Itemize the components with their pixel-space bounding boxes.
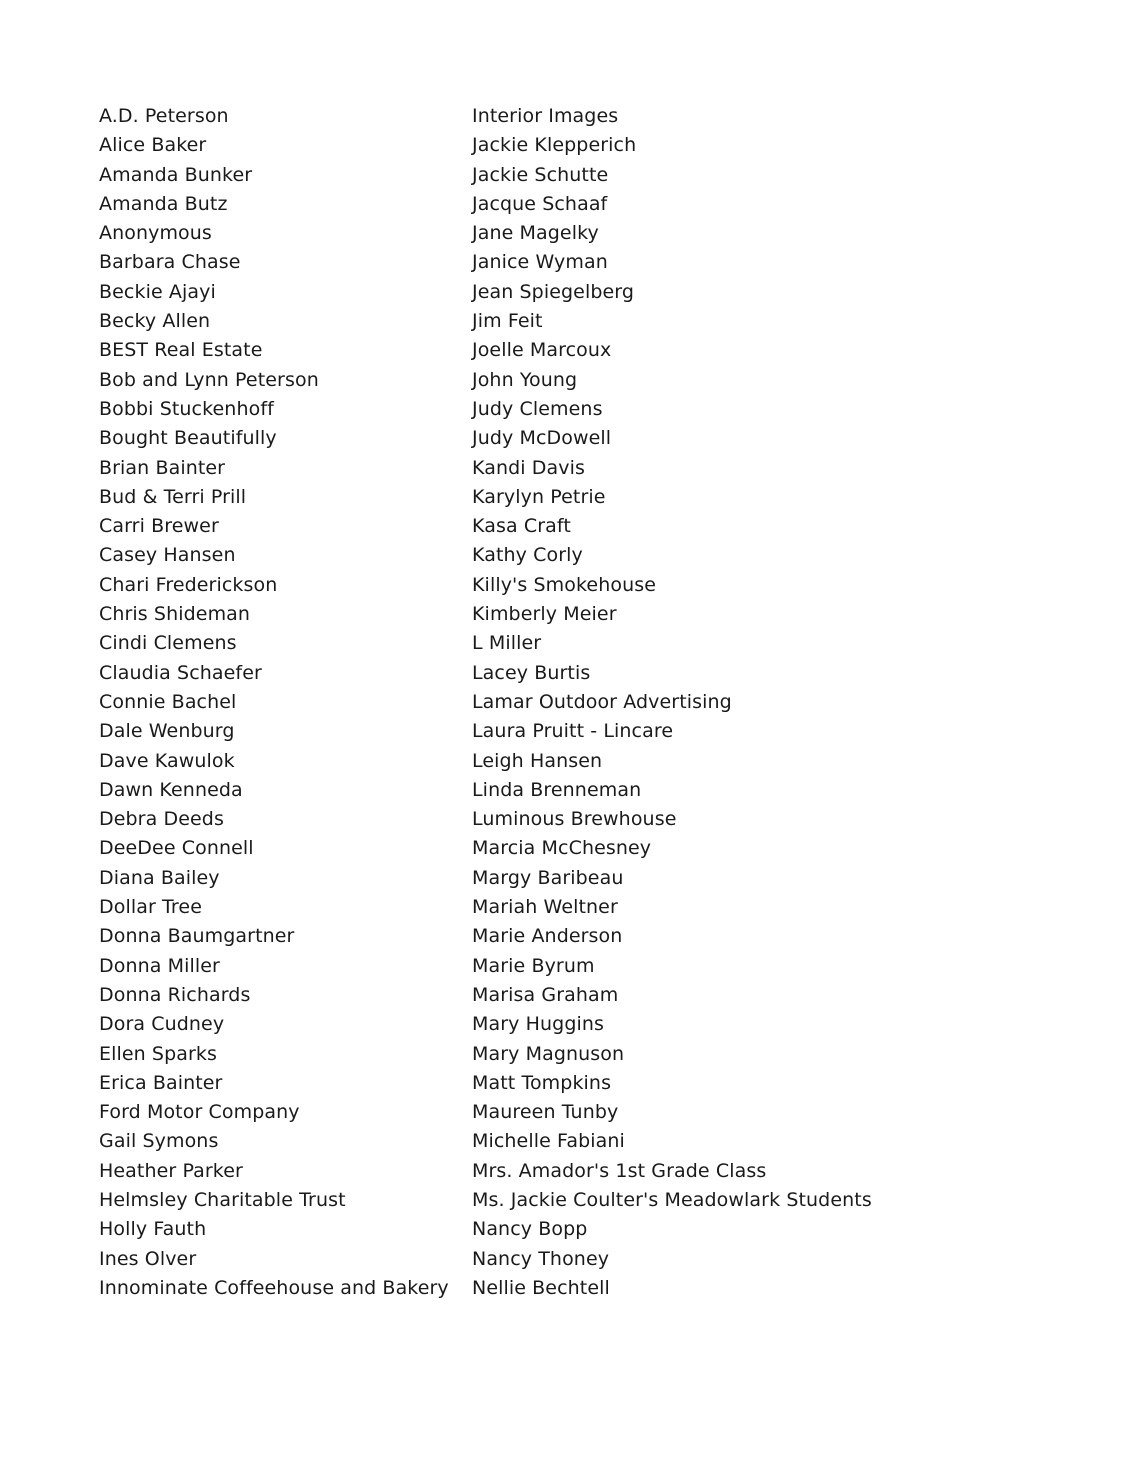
list-item: Brian Bainter (99, 456, 226, 479)
list-item: Becky Allen (99, 310, 211, 333)
list-item: Nancy Bopp (472, 1218, 588, 1241)
list-item: Claudia Schaefer (99, 661, 262, 684)
list-item: Barbara Chase (99, 251, 241, 274)
list-item: Bobbi Stuckenhoff (99, 397, 274, 420)
list-item: Dave Kawulok (99, 749, 235, 772)
list-item: Interior Images (472, 105, 619, 127)
list-item: Jacque Schaaf (472, 192, 608, 215)
list-item: Maureen Tunby (472, 1101, 619, 1124)
list-item: Marie Anderson (472, 925, 623, 948)
list-item: Donna Miller (99, 954, 220, 977)
list-item: Kathy Corly (472, 544, 583, 567)
list-item: Ines Olver (99, 1247, 197, 1270)
list-item: Killy's Smokehouse (472, 573, 657, 596)
list-item: Jane Magelky (472, 222, 599, 245)
list-item: Donna Richards (99, 983, 251, 1006)
list-item: Bought Beautifully (99, 427, 277, 450)
list-item: Lamar Outdoor Advertising (472, 690, 732, 713)
list-item: Matt Tompkins (472, 1071, 612, 1094)
list-item: Innominate Coffeehouse and Bakery (99, 1276, 449, 1299)
list-item: A.D. Peterson (99, 105, 229, 127)
list-item: Amanda Butz (99, 192, 228, 215)
list-item: Erica Bainter (99, 1071, 223, 1094)
list-item: Diana Bailey (99, 866, 220, 889)
list-item: Dawn Kenneda (99, 778, 243, 801)
list-item: Helmsley Charitable Trust (99, 1188, 346, 1211)
list-item: Cindi Clemens (99, 632, 237, 655)
list-item: Holly Fauth (99, 1218, 207, 1241)
list-item: Luminous Brewhouse (472, 808, 677, 831)
list-item: Heather Parker (99, 1159, 243, 1182)
name-list-right-column (472, 102, 1032, 1303)
list-item: Bud & Terri Prill (99, 485, 247, 508)
list-item: Amanda Bunker (99, 163, 253, 186)
list-item: Dale Wenburg (99, 720, 235, 743)
list-item: Nancy Thoney (472, 1247, 610, 1270)
list-item: Judy Clemens (472, 397, 603, 420)
list-item: Karylyn Petrie (472, 485, 606, 508)
list-item: Judy McDowell (472, 427, 612, 450)
list-item: Ellen Sparks (99, 1042, 218, 1065)
list-item: Jackie Klepperich (472, 134, 637, 157)
list-item: Connie Bachel (99, 690, 237, 713)
list-item: Mariah Weltner (472, 896, 618, 919)
list-item: Linda Brenneman (472, 778, 642, 801)
list-item: Kimberly Meier (472, 603, 617, 626)
list-item: Mrs. Amador's 1st Grade Class (472, 1159, 767, 1182)
list-item: Ford Motor Company (99, 1101, 300, 1124)
list-item: Carri Brewer (99, 515, 219, 538)
list-item: DeeDee Connell (99, 837, 254, 860)
name-list-left-column (99, 102, 459, 1303)
list-item: BEST Real Estate (99, 339, 263, 362)
list-item: Margy Baribeau (472, 866, 624, 889)
list-item: Bob and Lynn Peterson (99, 368, 319, 391)
list-item: Mary Huggins (472, 1013, 605, 1036)
list-item: Dollar Tree (99, 896, 202, 919)
list-item: Lacey Burtis (472, 661, 591, 684)
list-item: Donna Baumgartner (99, 925, 295, 948)
list-item: Joelle Marcoux (472, 339, 612, 362)
list-item: John Young (472, 368, 578, 391)
list-item: Jackie Schutte (472, 163, 609, 186)
list-item: Marisa Graham (472, 983, 619, 1006)
list-item: Michelle Fabiani (472, 1130, 625, 1153)
list-item: Chari Frederickson (99, 573, 278, 596)
list-item: Nellie Bechtell (472, 1276, 610, 1299)
list-item: Kandi Davis (472, 456, 585, 479)
list-item: Marie Byrum (472, 954, 595, 977)
list-item: Janice Wyman (472, 251, 608, 274)
list-item: L Miller (472, 632, 542, 655)
list-item: Leigh Hansen (472, 749, 603, 772)
list-item: Ms. Jackie Coulter's Meadowlark Students (472, 1188, 872, 1211)
list-item: Casey Hansen (99, 544, 236, 567)
list-item: Kasa Craft (472, 515, 571, 538)
list-item: Beckie Ajayi (99, 280, 216, 303)
list-item: Marcia McChesney (472, 837, 652, 860)
list-item: Debra Deeds (99, 808, 224, 831)
list-item: Jim Feit (472, 310, 543, 333)
list-item: Chris Shideman (99, 603, 251, 626)
list-item: Gail Symons (99, 1130, 219, 1153)
list-item: Dora Cudney (99, 1013, 225, 1036)
list-item: Mary Magnuson (472, 1042, 625, 1065)
list-item: Jean Spiegelberg (472, 280, 635, 303)
list-item: Anonymous (99, 222, 212, 245)
list-item: Laura Pruitt - Lincare (472, 720, 674, 743)
list-item: Alice Baker (99, 134, 207, 157)
